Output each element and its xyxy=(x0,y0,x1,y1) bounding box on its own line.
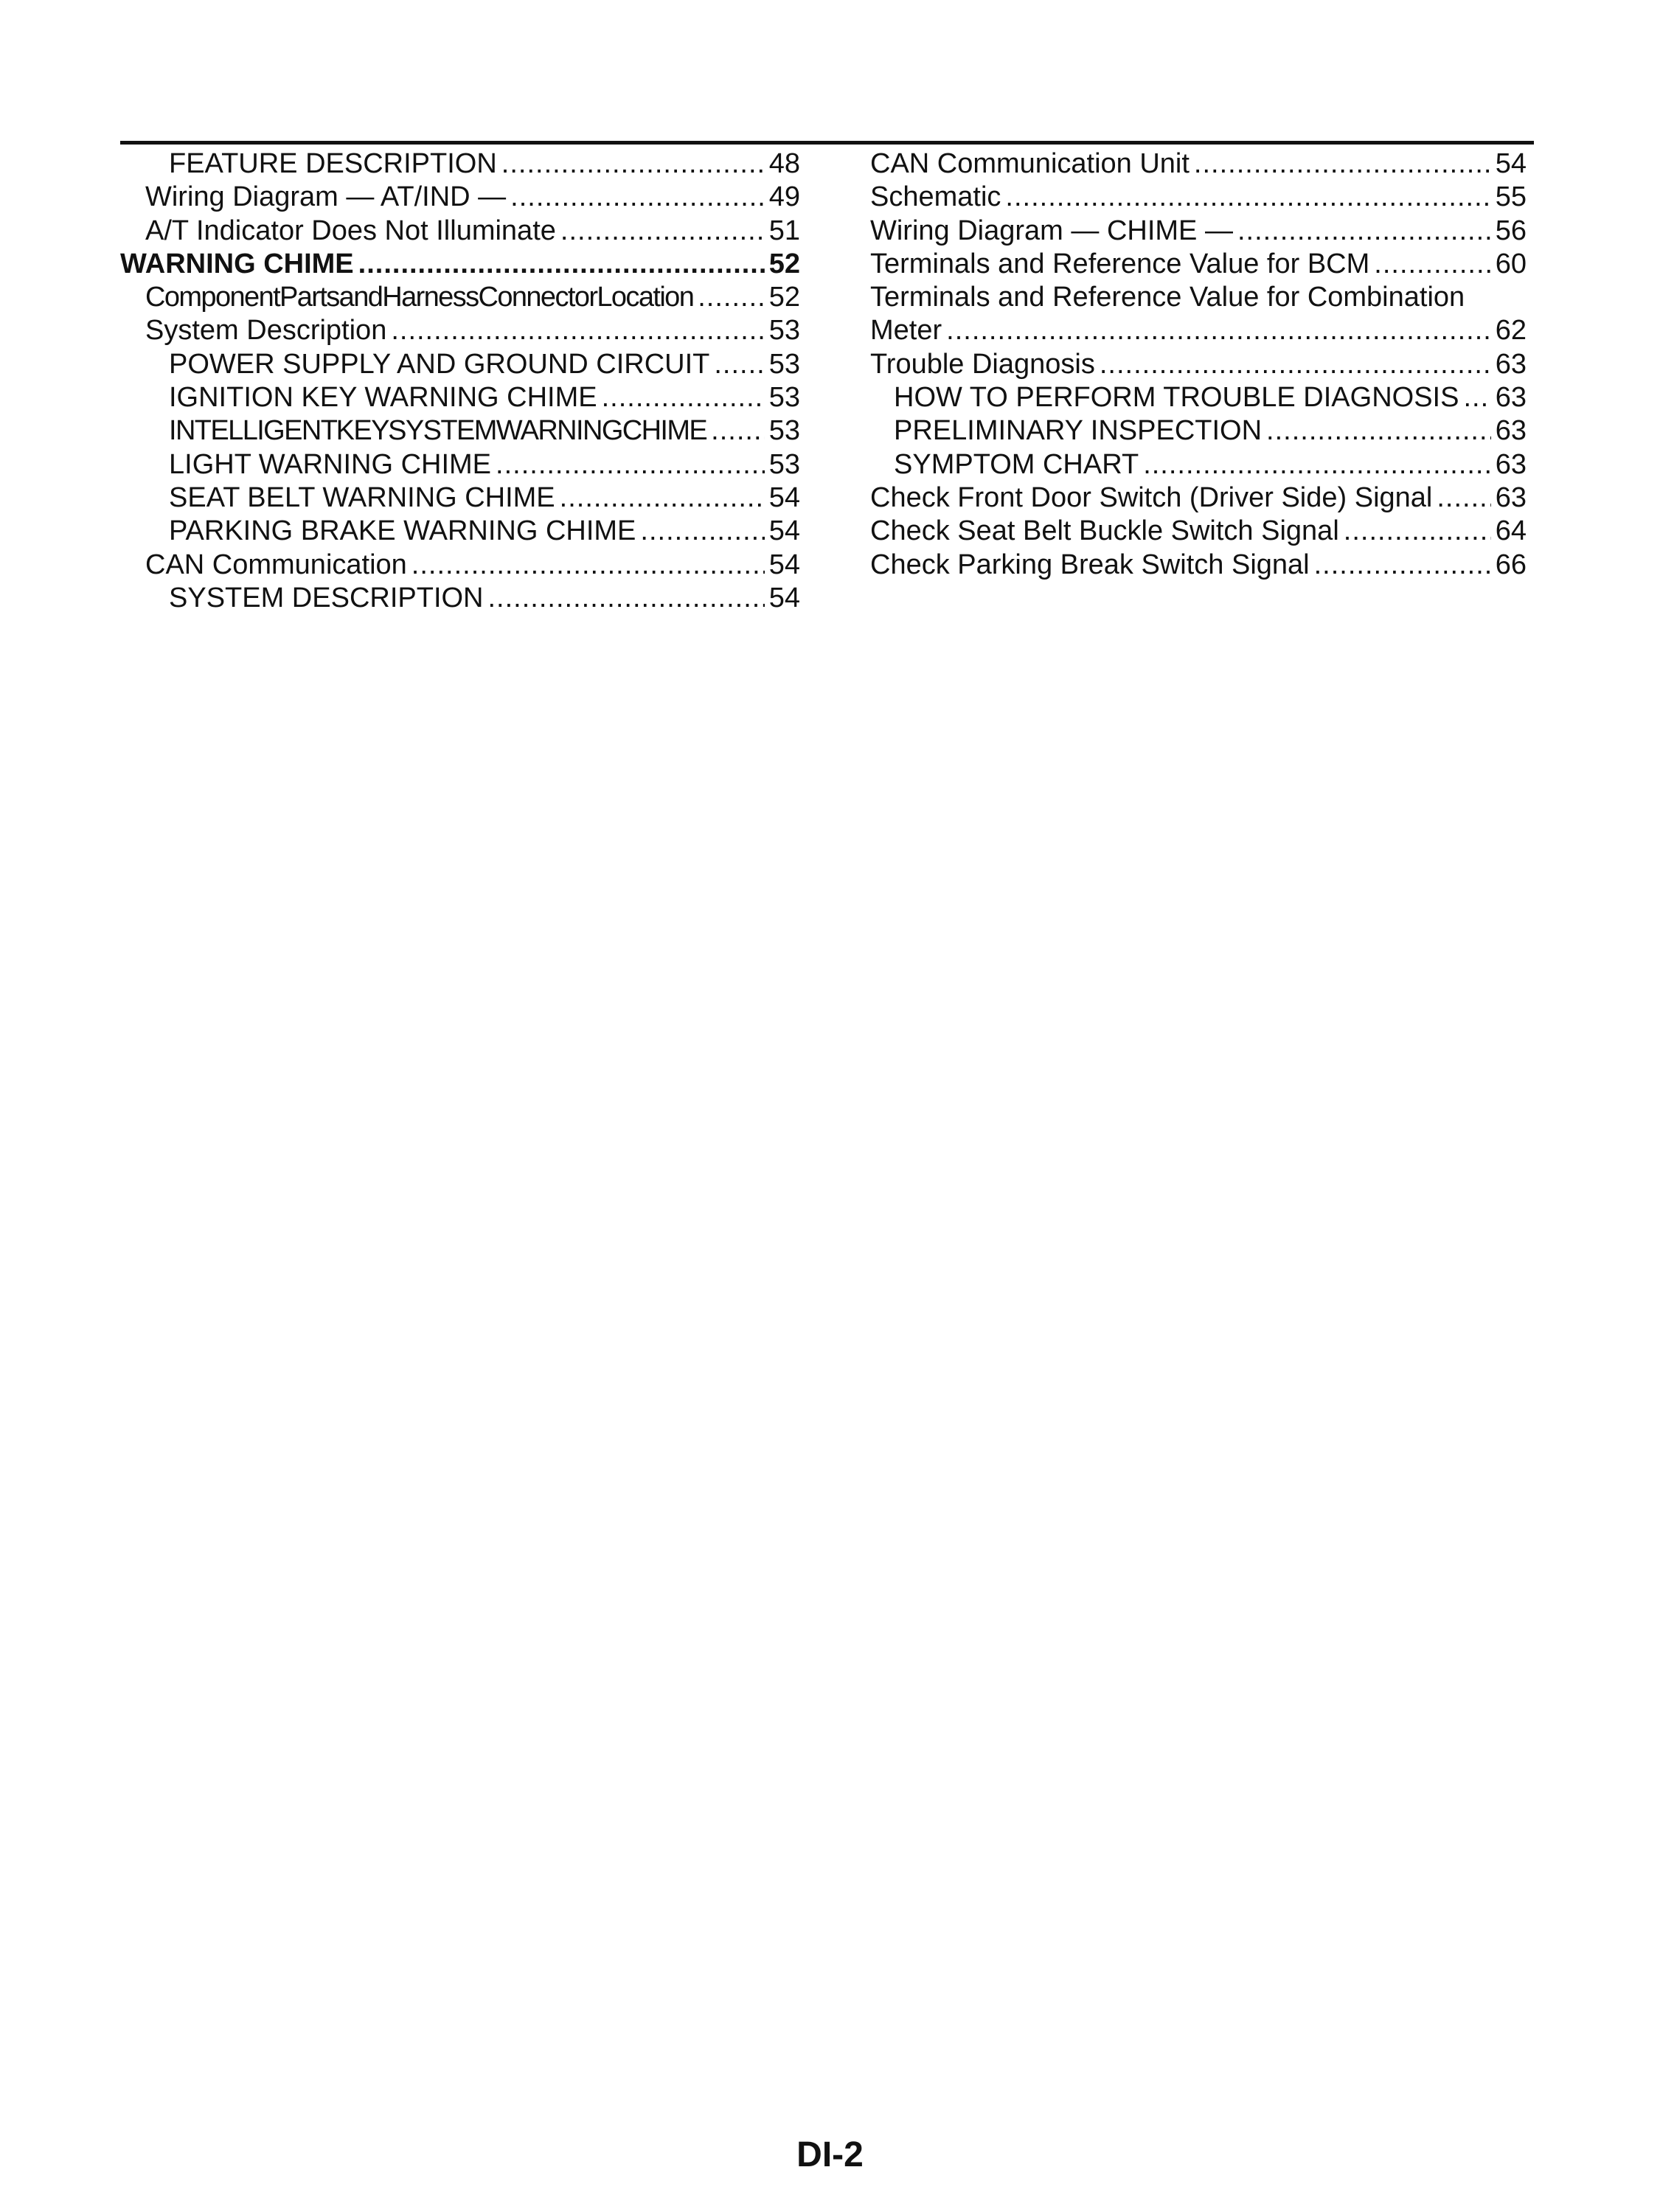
toc-section-heading[interactable] xyxy=(120,248,800,281)
toc-entry[interactable] xyxy=(120,481,800,515)
top-rule xyxy=(120,141,1534,145)
toc-dot-leader xyxy=(496,448,765,481)
toc-entry-page: 63 xyxy=(1495,348,1527,380)
toc-entry[interactable] xyxy=(870,314,1527,347)
toc-dot-leader xyxy=(1237,215,1491,248)
toc-entry-page: 52 xyxy=(768,248,800,279)
toc-dot-leader xyxy=(602,381,765,414)
toc-left-column xyxy=(120,147,800,615)
toc-dot-leader xyxy=(488,582,765,615)
toc-dot-leader xyxy=(1005,181,1490,214)
toc-entry-title: Wiring Diagram — CHIME — xyxy=(870,215,1233,246)
toc-right-column xyxy=(870,147,1527,582)
toc-entry-page: 53 xyxy=(768,415,800,447)
toc-entry-page: 63 xyxy=(1495,481,1527,513)
toc-entry-title: Wiring Diagram — AT/IND — xyxy=(145,181,507,213)
toc-entry-page: 63 xyxy=(1495,415,1527,447)
toc-dot-leader xyxy=(1266,414,1491,448)
toc-entry[interactable] xyxy=(120,147,800,181)
toc-dot-leader xyxy=(1437,481,1490,515)
toc-entry-title: IGNITION KEY WARNING CHIME xyxy=(169,382,597,414)
toc-entry-page: 62 xyxy=(1495,315,1527,347)
toc-entry[interactable] xyxy=(870,215,1527,248)
toc-dot-leader xyxy=(560,215,765,248)
toc-entry-page: 49 xyxy=(768,181,800,213)
toc-entry[interactable] xyxy=(870,381,1527,414)
toc-entry-page: 63 xyxy=(1495,382,1527,414)
toc-dot-leader xyxy=(358,248,765,281)
toc-entry[interactable] xyxy=(120,515,800,548)
toc-entry[interactable] xyxy=(870,481,1527,515)
toc-entry-title: CAN Communication Unit xyxy=(870,148,1190,179)
toc-dot-leader xyxy=(1344,515,1491,548)
toc-entry[interactable] xyxy=(870,248,1527,281)
toc-dot-leader xyxy=(698,281,764,314)
toc-entry-page: 52 xyxy=(768,282,800,313)
toc-entry-page: 56 xyxy=(1495,215,1527,246)
toc-dot-leader xyxy=(1314,549,1491,582)
toc-dot-leader xyxy=(1463,381,1490,414)
toc-dot-leader xyxy=(391,314,764,347)
toc-entry-title-continued[interactable]: Terminals and Reference Value for Combination xyxy=(870,282,1465,313)
toc-entry-title: Schematic xyxy=(870,181,1001,213)
toc-entry-title: Meter xyxy=(870,315,942,347)
toc-entry[interactable] xyxy=(120,281,800,314)
toc-dot-leader xyxy=(560,481,765,515)
toc-dot-leader xyxy=(510,181,765,214)
toc-entry-title: LIGHT WARNING CHIME xyxy=(169,448,492,480)
toc-entry[interactable] xyxy=(870,549,1527,582)
toc-dot-leader xyxy=(714,348,764,381)
toc-entry-title: PRELIMINARY INSPECTION xyxy=(894,415,1263,447)
toc-dot-leader xyxy=(501,147,765,181)
toc-entry-page: 53 xyxy=(768,315,800,347)
toc-entry-title: Check Seat Belt Buckle Switch Signal xyxy=(870,515,1339,547)
toc-entry-page: 64 xyxy=(1495,515,1527,547)
toc-entry[interactable] xyxy=(120,582,800,615)
toc-entry-page: 54 xyxy=(1495,148,1527,179)
toc-entry-title: SYSTEM DESCRIPTION xyxy=(169,582,484,613)
toc-entry[interactable] xyxy=(120,381,800,414)
toc-dot-leader xyxy=(1100,348,1491,381)
toc-entry-title: System Description xyxy=(145,315,387,347)
toc-entry[interactable] xyxy=(870,348,1527,381)
toc-entry[interactable] xyxy=(870,448,1527,481)
toc-entry-page: 60 xyxy=(1495,248,1527,279)
toc-entry-page: 48 xyxy=(768,148,800,179)
toc-entry-page: 51 xyxy=(768,215,800,246)
toc-dot-leader xyxy=(1143,448,1491,481)
toc-entry[interactable] xyxy=(120,348,800,381)
toc-entry-title: A/T Indicator Does Not Illuminate xyxy=(145,215,556,246)
toc-entry[interactable] xyxy=(120,314,800,347)
toc-dot-leader xyxy=(946,314,1491,347)
toc-entry[interactable] xyxy=(120,414,800,448)
page-number: DI-2 xyxy=(796,2135,864,2174)
toc-entry-page: 54 xyxy=(768,481,800,513)
toc-entry-page: 63 xyxy=(1495,448,1527,480)
toc-entry-page: 54 xyxy=(768,549,800,580)
toc-entry-title: FEATURE DESCRIPTION xyxy=(169,148,497,179)
toc-entry-title: Component Parts and Harness Connector Location xyxy=(145,282,694,313)
toc-entry-title: HOW TO PERFORM TROUBLE DIAGNOSIS xyxy=(894,382,1459,414)
toc-entry-title: CAN Communication xyxy=(145,549,407,580)
toc-entry-title: PARKING BRAKE WARNING CHIME xyxy=(169,515,636,547)
toc-dot-leader xyxy=(640,515,764,548)
toc-entry[interactable] xyxy=(120,448,800,481)
toc-entry-title: INTELLIGENT KEY SYSTEM WARNING CHIME xyxy=(169,415,707,447)
toc-entry[interactable] xyxy=(120,215,800,248)
toc-entry[interactable] xyxy=(870,147,1527,181)
toc-entry-title: SYMPTOM CHART xyxy=(894,448,1139,480)
toc-entry-page: 55 xyxy=(1495,181,1527,213)
toc-entry-page: 53 xyxy=(768,448,800,480)
toc-entry-title: Check Parking Break Switch Signal xyxy=(870,549,1310,580)
toc-entry-title: WARNING CHIME xyxy=(120,248,354,279)
toc-entry-page: 53 xyxy=(768,382,800,414)
toc-dot-leader xyxy=(711,414,765,448)
toc-entry-title: Terminals and Reference Value for BCM xyxy=(870,248,1370,279)
toc-entry-page: 53 xyxy=(768,348,800,380)
toc-entry-page: 54 xyxy=(768,515,800,547)
toc-entry[interactable] xyxy=(870,181,1527,214)
toc-entry-title: Check Front Door Switch (Driver Side) Signal xyxy=(870,481,1433,513)
toc-entry[interactable] xyxy=(870,414,1527,448)
toc-entry[interactable] xyxy=(870,515,1527,548)
toc-entry[interactable] xyxy=(120,549,800,582)
toc-entry-title: POWER SUPPLY AND GROUND CIRCUIT xyxy=(169,348,710,380)
toc-entry[interactable] xyxy=(120,181,800,214)
toc-dot-leader xyxy=(411,549,765,582)
toc-entry-title: Trouble Diagnosis xyxy=(870,348,1095,380)
toc-dot-leader xyxy=(1374,248,1490,281)
toc-entry-title: SEAT BELT WARNING CHIME xyxy=(169,481,555,513)
toc-entry-page: 66 xyxy=(1495,549,1527,580)
toc-entry-page: 54 xyxy=(768,582,800,613)
toc-dot-leader xyxy=(1194,147,1491,181)
